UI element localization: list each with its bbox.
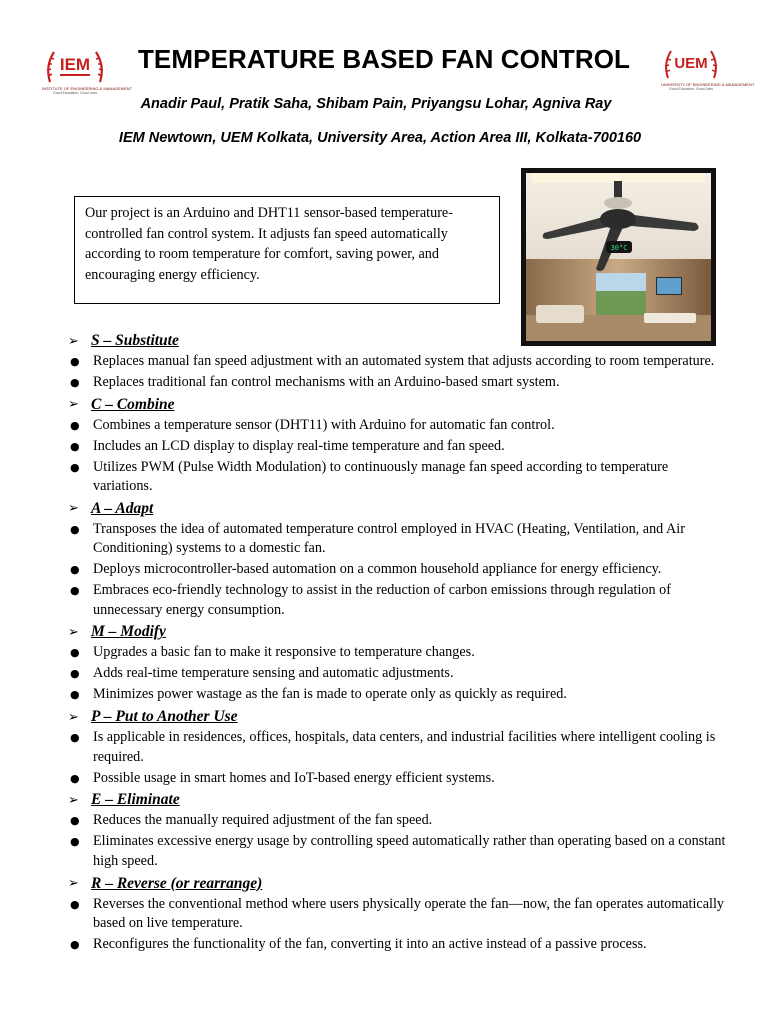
section-heading-text: M – Modify <box>91 623 166 641</box>
list-item <box>70 560 730 579</box>
list-item-text: Adds real-time temperature sensing and automatic adjustments. <box>93 665 454 682</box>
uem-logo-caption: UNIVERSITY OF ENGINEERING & MANAGEMENT <box>661 82 755 87</box>
arrow-bullet-icon: ➢ <box>68 333 79 349</box>
section-heading <box>70 394 730 416</box>
list-item <box>70 581 730 620</box>
bullet-dot-icon: ● <box>70 439 80 453</box>
list-item-text: Is applicable in residences, offices, hospitals, data centers, and industrial facilities where intelligent cooling is required. <box>93 729 716 765</box>
bullet-dot-icon: ● <box>70 563 80 577</box>
list-item-text: Replaces traditional fan control mechanisms with an Arduino-based smart system. <box>93 373 560 390</box>
section <box>70 498 730 620</box>
fan-room-illustration <box>526 173 711 341</box>
bullet-dot-icon: ● <box>70 688 80 702</box>
bullet-dot-icon: ● <box>70 646 80 660</box>
uem-logo <box>661 46 755 92</box>
bullet-dot-icon: ● <box>70 460 80 474</box>
section <box>70 706 730 788</box>
list-item <box>70 832 730 871</box>
list-item-text: Eliminates excessive energy usage by controlling speed automatically rather than operating based on a constant high speed. <box>93 833 726 869</box>
list-item <box>70 373 730 392</box>
list-item-text: Replaces manual fan speed adjustment with an automated system that adjusts according to room temperature. <box>93 353 715 369</box>
section-heading <box>70 706 730 728</box>
list-item-text: Combines a temperature sensor (DHT11) with Arduino for automatic fan control. <box>93 416 555 433</box>
section <box>70 394 730 497</box>
arrow-bullet-icon: ➢ <box>68 624 79 640</box>
list-item-text: Includes an LCD display to display real-time temperature and fan speed. <box>93 437 505 454</box>
iem-logo-tagline: Good Education, Good Jobs <box>53 91 97 95</box>
list-item-text: Reduces the manually required adjustment of the fan speed. <box>93 812 433 829</box>
bullet-dot-icon: ● <box>70 897 80 911</box>
bullet-dot-icon: ● <box>70 522 80 536</box>
list-item <box>70 685 730 704</box>
section-heading-text: C – Combine <box>91 395 175 413</box>
section-heading-text: S – Substitute <box>91 332 179 349</box>
section-heading-text: A – Adapt <box>91 499 154 517</box>
bullet-dot-icon: ● <box>70 814 80 828</box>
ceiling-fan-photo <box>521 168 716 346</box>
svg-text:30°C: 30°C <box>610 244 628 252</box>
bullet-dot-icon: ● <box>70 667 80 681</box>
list-item <box>70 728 730 767</box>
list-item-text: Reconfigures the functionality of the fan, converting it into an active instead of a passive process. <box>93 935 647 952</box>
bullet-dot-icon: ● <box>70 375 80 389</box>
list-item <box>70 352 730 371</box>
bullet-dot-icon: ● <box>70 355 80 368</box>
list-item <box>70 895 730 934</box>
iem-logo-caption: INSTITUTE OF ENGINEERING & MANAGEMENT <box>42 86 133 91</box>
bullet-dot-icon: ● <box>70 418 80 432</box>
section-heading <box>70 498 730 520</box>
section-heading <box>70 621 730 643</box>
section-heading-text: R – Reverse (or rearrange) <box>91 874 263 892</box>
section <box>70 330 730 392</box>
bullet-dot-icon: ● <box>70 835 80 849</box>
list-item-text: Minimizes power wastage as the fan is made to operate only as quickly as required. <box>93 686 567 703</box>
section <box>70 789 730 871</box>
list-item <box>70 520 730 559</box>
section <box>70 621 730 704</box>
section-heading-text: P – Put to Another Use <box>91 708 238 726</box>
svg-text:UEM: UEM <box>674 55 708 72</box>
arrow-bullet-icon: ➢ <box>68 501 79 517</box>
list-item <box>70 458 730 497</box>
list-item <box>70 664 730 683</box>
scamper-sections <box>70 330 730 956</box>
list-item-text: Utilizes PWM (Pulse Width Modulation) to continuously manage fan speed according to temperature variations. <box>93 458 669 495</box>
arrow-bullet-icon: ➢ <box>68 792 79 808</box>
list-item <box>70 935 730 954</box>
arrow-bullet-icon: ➢ <box>68 876 79 892</box>
arrow-bullet-icon: ➢ <box>68 397 79 413</box>
section-heading-text: E – Eliminate <box>91 791 180 809</box>
list-item-text: Reverses the conventional method where users physically operate the fan—now, the fan operates automatically based on live temperature. <box>93 895 724 932</box>
list-item <box>70 437 730 456</box>
bullet-dot-icon: ● <box>70 937 80 951</box>
svg-text:IEM: IEM <box>59 55 91 74</box>
list-item <box>70 811 730 830</box>
list-item-text: Transposes the idea of automated temperature control employed in HVAC (Heating, Ventilation, and Air Conditioning) systems to a domestic fan. <box>93 520 685 557</box>
list-item-text: Embraces eco-friendly technology to assist in the reduction of carbon emissions through regulation of unnecessary energy consumption. <box>93 582 671 618</box>
authors-line: Anadir Paul, Pratik Saha, Shibam Pain, Priyangsu Lohar, Agniva Ray <box>140 96 612 112</box>
section-heading <box>70 330 730 352</box>
list-item <box>70 416 730 435</box>
bullet-dot-icon: ● <box>70 584 80 598</box>
section-heading <box>70 873 730 895</box>
list-item-text: Deploys microcontroller-based automation on a common household appliance for energy efficiency. <box>93 561 662 578</box>
page-title: TEMPERATURE BASED FAN CONTROL <box>137 44 631 74</box>
uem-emblem-icon <box>662 46 720 82</box>
section-heading <box>70 789 730 811</box>
arrow-bullet-icon: ➢ <box>68 709 79 725</box>
bullet-dot-icon: ● <box>70 731 80 745</box>
list-item <box>70 769 730 788</box>
list-item-text: Possible usage in smart homes and IoT-based energy efficient systems. <box>93 769 495 786</box>
list-item-text: Upgrades a basic fan to make it responsive to temperature changes. <box>93 644 475 661</box>
list-item <box>70 643 730 662</box>
bullet-dot-icon: ● <box>70 771 80 785</box>
abstract-box: Our project is an Arduino and DHT11 sensor-based temperature-controlled fan control system. It adjusts fan speed automatically according to room temperature for comfort, saving power, and encouraging energy efficiency. <box>74 196 500 304</box>
uem-logo-tagline: Good Education, Good Jobs <box>669 87 713 91</box>
affiliation-line: IEM Newtown, UEM Kolkata, University Area, Action Area III, Kolkata-700160 <box>118 130 642 146</box>
section <box>70 873 730 955</box>
